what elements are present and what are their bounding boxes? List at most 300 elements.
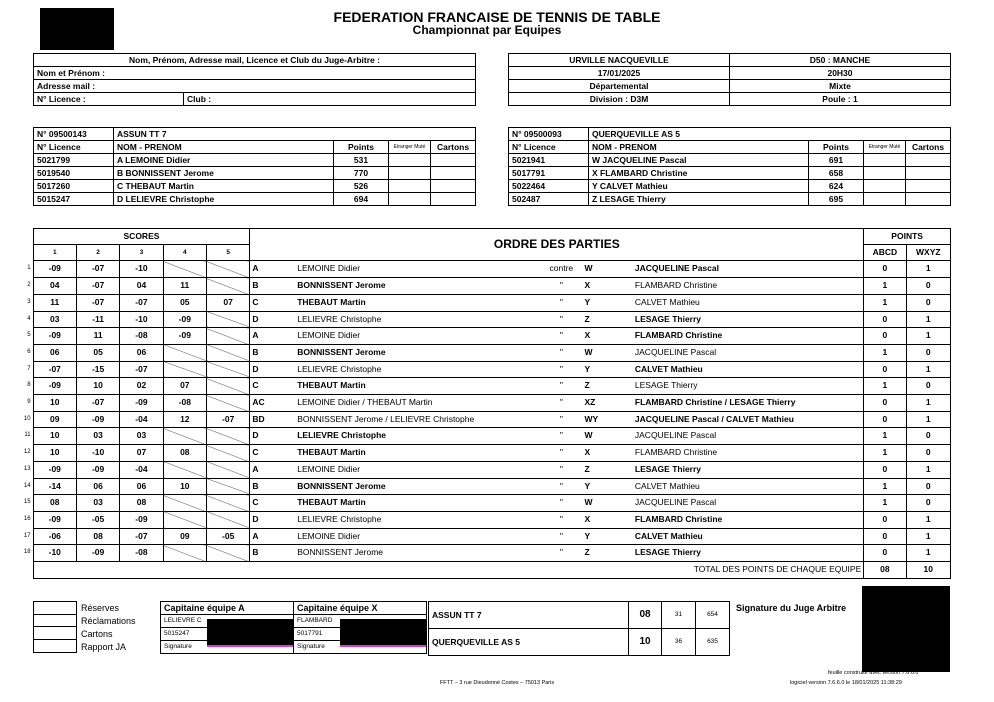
player-cards[interactable] xyxy=(431,154,476,167)
set-score[interactable]: 11 xyxy=(33,294,76,311)
set-score[interactable]: -04 xyxy=(120,411,163,428)
points-a: 0 xyxy=(864,461,906,478)
software-line-2: logiciel version 7.6.6.0 le 18/01/2025 11:38:29 xyxy=(790,680,902,686)
player-a-name: BONNISSENT Jerome xyxy=(295,344,540,361)
game-row xyxy=(20,294,951,311)
set-score[interactable]: -10 xyxy=(120,261,163,278)
set-score[interactable] xyxy=(206,428,249,445)
player-x-name: FLAMBARD Christine / LESAGE Thierry xyxy=(633,395,864,412)
set-score[interactable]: -14 xyxy=(33,478,76,495)
versus-label: " xyxy=(540,378,582,395)
player-foreign[interactable] xyxy=(389,193,431,206)
player-foreign[interactable] xyxy=(864,167,906,180)
set-score[interactable]: -09 xyxy=(76,461,119,478)
set-score[interactable]: 05 xyxy=(163,294,206,311)
player-a-letter: C xyxy=(250,378,295,395)
checkbox-row[interactable] xyxy=(33,627,136,640)
set-score[interactable]: -09 xyxy=(33,511,76,528)
set-score[interactable]: 08 xyxy=(120,495,163,512)
player-row xyxy=(509,167,951,180)
game-number: 5 xyxy=(27,332,31,339)
player-a-letter: B xyxy=(250,545,295,562)
checkbox-list xyxy=(33,601,136,653)
player-a-letter: C xyxy=(250,495,295,512)
set-score[interactable]: 06 xyxy=(120,478,163,495)
player-points: 624 xyxy=(809,180,864,193)
player-name: W JACQUELINE Pascal xyxy=(589,154,809,167)
summary-balls: 654 xyxy=(696,602,730,629)
points-a: 1 xyxy=(864,278,906,295)
cards-header: Cartons xyxy=(906,141,951,154)
player-a-name: LEMOINE Didier xyxy=(295,528,540,545)
match-date: 17/01/2025 xyxy=(509,67,730,80)
player-a-name: THEBAUT Martin xyxy=(295,378,540,395)
player-x-name: JACQUELINE Pascal xyxy=(633,495,864,512)
set-score[interactable]: 09 xyxy=(163,528,206,545)
set-score[interactable]: 10 xyxy=(33,428,76,445)
set-score[interactable]: 11 xyxy=(76,328,119,345)
set-score[interactable]: 10 xyxy=(163,478,206,495)
player-cards[interactable] xyxy=(431,180,476,193)
player-licence: 5022464 xyxy=(509,180,589,193)
team-a-number: N° 09500143 xyxy=(34,128,114,141)
set-score[interactable]: 04 xyxy=(33,278,76,295)
points-x: 1 xyxy=(906,261,950,278)
points-a: 1 xyxy=(864,445,906,462)
player-x-letter: Y xyxy=(583,294,633,311)
referee-name-field[interactable]: Nom et Prénom : xyxy=(34,67,476,80)
referee-licence-field[interactable]: N° Licence : xyxy=(34,93,184,106)
set-score[interactable] xyxy=(163,495,206,512)
points-a: 1 xyxy=(864,294,906,311)
player-a-letter: B xyxy=(250,278,295,295)
game-row xyxy=(20,511,951,528)
set-score[interactable]: -07 xyxy=(76,395,119,412)
order-header: ORDRE DES PARTIES xyxy=(250,229,864,261)
game-row xyxy=(20,278,951,295)
player-x-name: LESAGE Thierry xyxy=(633,545,864,562)
set-score[interactable]: -09 xyxy=(76,411,119,428)
player-licence: 502487 xyxy=(509,193,589,206)
game-number: 7 xyxy=(27,365,31,372)
player-x-letter: Z xyxy=(583,378,633,395)
game-number: 4 xyxy=(27,315,31,322)
player-a-letter: AC xyxy=(250,395,295,412)
player-foreign[interactable] xyxy=(389,180,431,193)
player-foreign[interactable] xyxy=(389,154,431,167)
set-score[interactable] xyxy=(163,545,206,562)
set-score[interactable] xyxy=(206,395,249,412)
player-foreign[interactable] xyxy=(864,180,906,193)
set-score[interactable] xyxy=(206,261,249,278)
match-info-table xyxy=(508,53,951,106)
set-score[interactable]: -07 xyxy=(76,261,119,278)
player-a-letter: A xyxy=(250,528,295,545)
player-licence: 5021799 xyxy=(34,154,114,167)
set-score[interactable]: 06 xyxy=(120,344,163,361)
game-row xyxy=(20,361,951,378)
redacted-referee-signature xyxy=(862,586,950,672)
game-number: 3 xyxy=(27,298,31,305)
licence-header: N° Licence xyxy=(509,141,589,154)
match-category: Mixte xyxy=(730,80,951,93)
points-x: 1 xyxy=(906,461,950,478)
points-x: 1 xyxy=(906,545,950,562)
set-number: 5 xyxy=(206,244,249,261)
set-score[interactable]: -07 xyxy=(120,294,163,311)
player-row xyxy=(34,154,476,167)
checkbox-row[interactable] xyxy=(33,601,136,614)
set-score[interactable]: -07 xyxy=(33,361,76,378)
player-licence: 5019540 xyxy=(34,167,114,180)
versus-label: " xyxy=(540,311,582,328)
set-score[interactable]: -07 xyxy=(120,361,163,378)
set-score[interactable] xyxy=(163,361,206,378)
player-cards[interactable] xyxy=(431,167,476,180)
set-score[interactable] xyxy=(206,328,249,345)
set-score[interactable]: -07 xyxy=(76,278,119,295)
player-x-letter: WY xyxy=(583,411,633,428)
points-a: 0 xyxy=(864,328,906,345)
game-number: 13 xyxy=(23,465,31,472)
points-x: 1 xyxy=(906,528,950,545)
captain-a-name: LELIEVRE C xyxy=(161,615,294,628)
versus-label: contre xyxy=(540,261,582,278)
player-points: 691 xyxy=(809,154,864,167)
set-score[interactable]: 12 xyxy=(163,411,206,428)
player-x-letter: Z xyxy=(583,545,633,562)
set-score[interactable]: -09 xyxy=(120,395,163,412)
set-score[interactable] xyxy=(206,361,249,378)
set-score[interactable]: 06 xyxy=(33,344,76,361)
set-score[interactable]: 07 xyxy=(206,294,249,311)
set-score[interactable]: 06 xyxy=(76,478,119,495)
set-score[interactable] xyxy=(206,478,249,495)
set-score[interactable]: -09 xyxy=(76,545,119,562)
player-points: 531 xyxy=(334,154,389,167)
set-score[interactable]: 08 xyxy=(33,495,76,512)
player-x-letter: Z xyxy=(583,311,633,328)
captain-x-licence: 5017791 xyxy=(294,628,427,641)
checkbox[interactable] xyxy=(33,640,77,653)
versus-label: " xyxy=(540,495,582,512)
set-score[interactable]: -09 xyxy=(33,328,76,345)
set-score[interactable]: -05 xyxy=(206,528,249,545)
player-row xyxy=(34,180,476,193)
address: FFTT – 3 rue Dieudonné Costes – 75013 Paris xyxy=(439,680,555,686)
redacted-signature-x xyxy=(340,619,426,645)
player-x-name: FLAMBARD Christine xyxy=(633,278,864,295)
team-a-name: ASSUN TT 7 xyxy=(114,128,476,141)
match-time: 20H30 xyxy=(730,67,951,80)
points-a: 0 xyxy=(864,311,906,328)
game-number: 1 xyxy=(27,265,31,272)
set-score[interactable]: 08 xyxy=(163,445,206,462)
points-x: 1 xyxy=(906,311,950,328)
points-x: 0 xyxy=(906,294,950,311)
game-row xyxy=(20,461,951,478)
player-x-name: FLAMBARD Christine xyxy=(633,328,864,345)
player-points: 770 xyxy=(334,167,389,180)
player-a-name: LELIEVRE Christophe xyxy=(295,428,540,445)
player-a-name: BONNISSENT Jerome xyxy=(295,545,540,562)
checkbox-row[interactable] xyxy=(33,640,136,653)
set-score[interactable]: 03 xyxy=(120,428,163,445)
set-score[interactable]: -09 xyxy=(33,261,76,278)
player-row xyxy=(509,180,951,193)
page-title: FEDERATION FRANCAISE DE TENNIS DE TABLE xyxy=(333,9,661,25)
game-number: 6 xyxy=(27,348,31,355)
summary-balls: 635 xyxy=(696,629,730,656)
checkbox-label: Rapport JA xyxy=(81,641,127,652)
summary-row xyxy=(429,629,730,656)
game-number: 18 xyxy=(23,549,31,556)
points-a: 1 xyxy=(864,378,906,395)
player-x-letter: W xyxy=(583,261,633,278)
player-cards[interactable] xyxy=(906,167,951,180)
player-name: X FLAMBARD Christine xyxy=(589,167,809,180)
pool: Poule : 1 xyxy=(730,93,951,106)
checkbox[interactable] xyxy=(33,614,77,627)
player-x-name: LESAGE Thierry xyxy=(633,461,864,478)
set-score[interactable]: 08 xyxy=(76,528,119,545)
set-score[interactable]: 07 xyxy=(163,378,206,395)
game-row xyxy=(20,528,951,545)
player-cards[interactable] xyxy=(906,193,951,206)
set-score[interactable] xyxy=(206,461,249,478)
points-header: Points xyxy=(809,141,864,154)
checkbox-label: Cartons xyxy=(81,628,113,639)
game-number: 10 xyxy=(23,415,31,422)
player-x-letter: Y xyxy=(583,478,633,495)
player-x-name: LESAGE Thierry xyxy=(633,311,864,328)
checkbox[interactable] xyxy=(33,627,77,640)
player-foreign[interactable] xyxy=(864,193,906,206)
player-row xyxy=(509,193,951,206)
division: Division : D3M xyxy=(509,93,730,106)
set-score[interactable] xyxy=(206,511,249,528)
set-score[interactable]: 11 xyxy=(163,278,206,295)
summary-team: QUERQUEVILLE AS 5 xyxy=(429,629,629,656)
set-score[interactable]: 09 xyxy=(33,411,76,428)
set-score[interactable]: 10 xyxy=(33,395,76,412)
set-score[interactable] xyxy=(206,344,249,361)
player-x-letter: W xyxy=(583,344,633,361)
player-cards[interactable] xyxy=(906,180,951,193)
set-score[interactable]: -04 xyxy=(120,461,163,478)
player-a-letter: C xyxy=(250,445,295,462)
game-row xyxy=(20,378,951,395)
abcd-header: ABCD xyxy=(864,244,906,261)
page-subtitle: Championnat par Equipes xyxy=(412,23,562,37)
scores-header: SCORES xyxy=(33,229,250,245)
player-a-name: LELIEVRE Christophe xyxy=(295,511,540,528)
game-row xyxy=(20,328,951,345)
wxyz-header: WXYZ xyxy=(906,244,950,261)
player-a-name: LEMOINE Didier / THEBAUT Martin xyxy=(295,395,540,412)
points-x: 0 xyxy=(906,495,950,512)
player-x-name: JACQUELINE Pascal xyxy=(633,428,864,445)
set-number: 4 xyxy=(163,244,206,261)
summary-sets: 36 xyxy=(662,629,696,656)
set-score[interactable]: -08 xyxy=(120,545,163,562)
versus-label: " xyxy=(540,395,582,412)
set-number: 2 xyxy=(76,244,119,261)
set-score[interactable]: -11 xyxy=(76,311,119,328)
set-score[interactable]: 10 xyxy=(33,445,76,462)
game-number: 8 xyxy=(27,382,31,389)
set-score[interactable] xyxy=(206,495,249,512)
set-score[interactable]: -08 xyxy=(163,395,206,412)
player-x-letter: X xyxy=(583,511,633,528)
set-score[interactable]: 02 xyxy=(120,378,163,395)
set-score[interactable] xyxy=(206,445,249,462)
player-row xyxy=(509,154,951,167)
player-a-name: LEMOINE Didier xyxy=(295,461,540,478)
captain-a-licence: 5015247 xyxy=(161,628,294,641)
game-number: 11 xyxy=(24,432,31,439)
points-x: 0 xyxy=(906,344,950,361)
points-header: Points xyxy=(334,141,389,154)
checkbox[interactable] xyxy=(33,601,77,615)
referee-club-field[interactable]: Club : xyxy=(184,93,476,106)
player-licence: 5017791 xyxy=(509,167,589,180)
name-header: NOM - PRENOM xyxy=(114,141,334,154)
software-line-1: feuille construite avec version 7.6.6.0 xyxy=(828,670,919,676)
points-x: 0 xyxy=(906,278,950,295)
set-score[interactable]: -10 xyxy=(33,545,76,562)
player-a-letter: B xyxy=(250,478,295,495)
player-x-name: FLAMBARD Christine xyxy=(633,511,864,528)
set-score[interactable] xyxy=(163,428,206,445)
summary-points: 10 xyxy=(629,629,662,656)
player-a-letter: D xyxy=(250,311,295,328)
player-a-letter: D xyxy=(250,361,295,378)
versus-label: " xyxy=(540,478,582,495)
set-score[interactable]: -15 xyxy=(76,361,119,378)
total-a: 08 xyxy=(864,562,906,579)
points-a: 1 xyxy=(864,428,906,445)
set-score[interactable] xyxy=(163,461,206,478)
total-x: 10 xyxy=(906,562,950,579)
set-number: 1 xyxy=(33,244,76,261)
game-row xyxy=(20,311,951,328)
referee-signature-label: Signature du Juge Arbitre xyxy=(736,603,847,613)
set-score[interactable]: -05 xyxy=(76,511,119,528)
player-name: C THEBAUT Martin xyxy=(114,180,334,193)
checkbox-row[interactable] xyxy=(33,614,136,627)
player-points: 658 xyxy=(809,167,864,180)
captain-a-signature[interactable]: Signature xyxy=(161,641,294,654)
captain-a-title: Capitaine équipe A xyxy=(161,602,294,615)
game-row xyxy=(20,411,951,428)
set-number: 3 xyxy=(120,244,163,261)
game-row xyxy=(20,445,951,462)
points-x: 1 xyxy=(906,411,950,428)
set-score[interactable]: 03 xyxy=(33,311,76,328)
set-score[interactable]: 04 xyxy=(120,278,163,295)
player-cards[interactable] xyxy=(431,193,476,206)
set-score[interactable]: -09 xyxy=(163,311,206,328)
player-x-name: JACQUELINE Pascal xyxy=(633,344,864,361)
set-score[interactable] xyxy=(163,511,206,528)
player-x-letter: X xyxy=(583,445,633,462)
player-cards[interactable] xyxy=(906,154,951,167)
player-points: 694 xyxy=(334,193,389,206)
player-x-letter: X xyxy=(583,328,633,345)
player-x-letter: Y xyxy=(583,361,633,378)
player-foreign[interactable] xyxy=(864,154,906,167)
set-score[interactable]: -09 xyxy=(163,328,206,345)
game-row xyxy=(20,428,951,445)
total-label: TOTAL DES POINTS DE CHAQUE EQUIPE xyxy=(33,562,864,579)
player-a-letter: A xyxy=(250,461,295,478)
points-x: 1 xyxy=(906,328,950,345)
summary-team: ASSUN TT 7 xyxy=(429,602,629,629)
set-score[interactable]: -09 xyxy=(120,511,163,528)
group: D50 : MANCHE xyxy=(730,54,951,67)
set-score[interactable]: 03 xyxy=(76,495,119,512)
game-row xyxy=(20,545,951,562)
set-score[interactable] xyxy=(163,261,206,278)
versus-label: " xyxy=(540,428,582,445)
set-score[interactable] xyxy=(206,378,249,395)
set-score[interactable]: -09 xyxy=(33,461,76,478)
game-number: 16 xyxy=(23,515,31,522)
points-a: 1 xyxy=(864,478,906,495)
points-x: 1 xyxy=(906,395,950,412)
set-score[interactable]: -10 xyxy=(76,445,119,462)
set-score[interactable] xyxy=(206,545,249,562)
set-score[interactable]: 03 xyxy=(76,428,119,445)
summary-table xyxy=(428,601,730,656)
player-a-letter: B xyxy=(250,344,295,361)
set-score[interactable]: -07 xyxy=(120,528,163,545)
summary-sets: 31 xyxy=(662,602,696,629)
player-a-name: BONNISSENT Jerome xyxy=(295,478,540,495)
player-name: D LELIEVRE Christophe xyxy=(114,193,334,206)
referee-email-field[interactable]: Adresse mail : xyxy=(34,80,476,93)
set-score[interactable]: 10 xyxy=(76,378,119,395)
set-score[interactable]: -06 xyxy=(33,528,76,545)
set-score[interactable] xyxy=(206,278,249,295)
redacted-signature-a-underline xyxy=(207,645,293,647)
player-licence: 5015247 xyxy=(34,193,114,206)
referee-table xyxy=(33,53,476,106)
summary-points: 08 xyxy=(629,602,662,629)
team-x-number: N° 09500093 xyxy=(509,128,589,141)
set-score[interactable]: -08 xyxy=(120,328,163,345)
set-score[interactable] xyxy=(163,344,206,361)
set-score[interactable] xyxy=(206,311,249,328)
captain-x-signature[interactable]: Signature xyxy=(294,641,427,654)
set-score[interactable]: -07 xyxy=(206,411,249,428)
player-x-letter: W xyxy=(583,428,633,445)
player-a-name: THEBAUT Martin xyxy=(295,495,540,512)
redacted-signature-a xyxy=(207,619,293,645)
player-foreign[interactable] xyxy=(389,167,431,180)
versus-label: " xyxy=(540,278,582,295)
set-score[interactable]: 07 xyxy=(120,445,163,462)
set-score[interactable]: -07 xyxy=(76,294,119,311)
points-a: 1 xyxy=(864,495,906,512)
set-score[interactable]: 05 xyxy=(76,344,119,361)
set-score[interactable]: -10 xyxy=(120,311,163,328)
points-a: 0 xyxy=(864,261,906,278)
set-score[interactable]: -09 xyxy=(33,378,76,395)
redacted-signature-x-underline xyxy=(340,645,426,647)
versus-label: " xyxy=(540,511,582,528)
